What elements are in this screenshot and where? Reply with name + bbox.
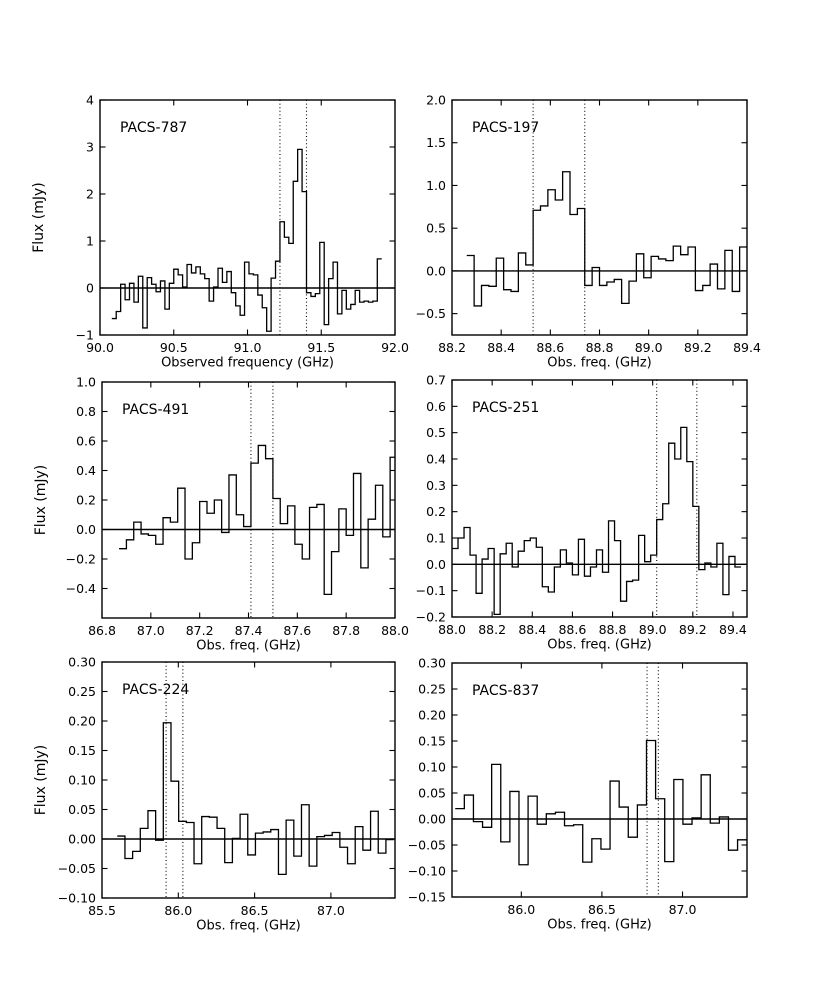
panel-pacs-251 <box>416 373 747 653</box>
y-tick-label: 0.2 <box>426 504 446 520</box>
y-tick-label: 0.25 <box>418 681 446 697</box>
y-tick-label: 0.30 <box>418 655 446 671</box>
x-tick-label: 90.0 <box>86 340 114 355</box>
y-tick-label: 0.5 <box>426 425 446 441</box>
x-tick-label: 89.0 <box>638 622 667 637</box>
y-tick-label: 1.5 <box>426 135 446 151</box>
y-tick-label: 0.3 <box>426 477 446 493</box>
x-tick-label: 86.8 <box>88 623 116 638</box>
panel-pacs-491 <box>33 375 409 654</box>
y-tick-label: 0 <box>86 280 94 296</box>
x-tick-label: 90.5 <box>159 340 188 355</box>
x-axis-label: Obs. freq. (GHz) <box>196 638 301 654</box>
y-tick-label: 1.0 <box>76 374 96 390</box>
x-tick-label: 88.8 <box>598 622 627 637</box>
spectrum-histogram-line <box>455 740 746 864</box>
y-tick-label: −0.15 <box>407 889 446 905</box>
y-tick-label: 0.8 <box>76 404 96 419</box>
y-tick-label: 0.0 <box>426 556 446 572</box>
y-tick-label: 0.20 <box>68 713 96 729</box>
y-tick-label: 1.0 <box>426 177 446 193</box>
y-tick-label: 1 <box>86 233 94 249</box>
x-tick-label: 86.5 <box>587 902 616 917</box>
y-axis-label: Flux (mJy) <box>33 464 49 536</box>
x-tick-label: 87.8 <box>332 623 361 638</box>
y-tick-label: 3 <box>86 139 94 155</box>
y-tick-label: 0.0 <box>76 522 96 537</box>
x-tick-label: 88.2 <box>438 340 466 355</box>
panel-pacs-197 <box>416 93 761 371</box>
x-tick-label: 89.0 <box>634 340 663 355</box>
x-tick-label: 87.6 <box>283 623 312 638</box>
y-tick-label: −0.2 <box>65 551 96 567</box>
y-tick-label: 0.10 <box>68 772 96 788</box>
y-tick-label: −0.5 <box>415 306 446 322</box>
y-tick-label: −0.2 <box>415 609 446 625</box>
x-axis-label: Obs. freq. (GHz) <box>547 917 652 933</box>
panel-title: PACS-251 <box>472 400 540 416</box>
panel-title: PACS-787 <box>120 120 188 136</box>
spectrum-histogram-line <box>112 149 382 331</box>
x-tick-label: 91.5 <box>307 340 336 355</box>
panel-pacs-224 <box>33 655 395 934</box>
x-tick-label: 88.6 <box>558 622 587 637</box>
y-tick-label: 0.00 <box>418 811 446 827</box>
x-tick-label: 86.5 <box>240 903 269 918</box>
x-tick-label: 87.0 <box>668 902 697 917</box>
y-tick-label: −0.05 <box>57 861 96 876</box>
y-axis-label: Flux (mJy) <box>31 182 47 253</box>
y-tick-label: 0.00 <box>68 831 96 847</box>
y-tick-label: 0.4 <box>76 463 96 478</box>
panel-title: PACS-491 <box>122 402 190 418</box>
y-tick-label: 2 <box>86 186 94 202</box>
x-tick-label: 89.2 <box>678 622 707 637</box>
y-tick-label: 2.0 <box>426 92 446 108</box>
y-tick-label: 0.0 <box>426 263 446 279</box>
x-tick-label: 92.0 <box>381 340 409 355</box>
y-tick-label: 0.05 <box>418 785 446 801</box>
x-tick-label: 89.2 <box>683 340 712 355</box>
y-tick-label: −0.10 <box>407 863 446 879</box>
y-tick-label: 0.4 <box>426 451 446 467</box>
y-tick-label: 0.6 <box>76 433 96 449</box>
y-tick-label: 0.1 <box>426 530 446 546</box>
x-axis-label: Obs. freq. (GHz) <box>196 918 301 934</box>
y-tick-label: 0.15 <box>418 733 446 749</box>
y-tick-label: −1 <box>75 327 94 343</box>
x-tick-label: 88.0 <box>438 622 466 637</box>
x-tick-label: 91.0 <box>233 340 262 355</box>
x-axis-label: Obs. freq. (GHz) <box>547 355 652 371</box>
y-tick-label: 0.20 <box>418 707 446 723</box>
x-tick-label: 88.8 <box>585 340 614 355</box>
x-tick-label: 89.4 <box>733 340 761 355</box>
y-tick-label: −0.1 <box>415 583 446 599</box>
y-tick-label: −0.4 <box>65 581 96 596</box>
x-tick-label: 86.0 <box>507 902 536 917</box>
x-tick-label: 85.5 <box>88 903 116 918</box>
y-axis-label: Flux (mJy) <box>33 744 49 816</box>
panel-pacs-837 <box>408 656 747 933</box>
y-tick-label: 0.05 <box>68 802 96 817</box>
y-tick-label: 0.15 <box>68 743 96 758</box>
spectrum-histogram-line <box>467 172 747 306</box>
y-tick-label: 0.10 <box>418 759 446 775</box>
x-tick-label: 86.0 <box>164 903 193 918</box>
panel-title: PACS-224 <box>122 682 190 698</box>
x-tick-label: 88.4 <box>518 622 547 637</box>
x-tick-label: 88.2 <box>478 622 507 637</box>
y-tick-label: 0.2 <box>76 492 96 508</box>
y-tick-label: 0.6 <box>426 398 446 414</box>
x-tick-label: 87.2 <box>185 623 214 638</box>
y-tick-label: 0.7 <box>426 372 446 388</box>
spectrum-histogram-line <box>119 445 397 594</box>
x-tick-label: 88.6 <box>536 340 565 355</box>
spectrum-histogram-line <box>452 427 741 614</box>
y-tick-label: 0.25 <box>68 684 96 699</box>
y-tick-label: 0.5 <box>426 220 446 236</box>
spectrum-histogram-line <box>117 723 393 875</box>
x-tick-label: 87.4 <box>234 623 263 638</box>
x-tick-label: 88.4 <box>487 340 516 355</box>
x-axis-label: Obs. freq. (GHz) <box>547 637 652 653</box>
panel-title: PACS-837 <box>472 683 540 699</box>
x-axis-label: Observed frequency (GHz) <box>161 355 334 371</box>
panel-title: PACS-197 <box>472 120 540 136</box>
x-tick-label: 87.0 <box>136 623 165 638</box>
x-tick-label: 88.0 <box>381 623 409 638</box>
x-tick-label: 89.4 <box>719 622 747 637</box>
y-tick-label: 4 <box>86 92 94 108</box>
y-tick-label: −0.05 <box>407 837 446 853</box>
y-tick-label: −0.10 <box>57 890 96 906</box>
panel-pacs-787 <box>31 93 409 371</box>
x-tick-label: 87.0 <box>316 903 345 918</box>
y-tick-label: 0.30 <box>68 654 96 670</box>
